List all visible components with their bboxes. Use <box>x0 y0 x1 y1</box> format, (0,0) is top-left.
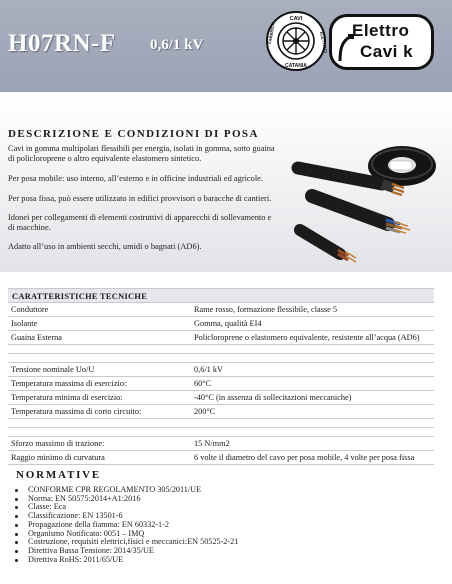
product-code: H07RN-F <box>8 30 116 57</box>
svg-text:CATANIA: CATANIA <box>285 63 307 69</box>
list-item: CONFORME CPR REGOLAMENTO 305/2011/UE <box>14 486 238 495</box>
tech-table-title: CARATTERISTICHE TECNICHE <box>8 288 434 303</box>
company-seal-logo <box>265 10 327 72</box>
table-row <box>8 331 434 345</box>
row-label: Temperatura massima di esercizio: <box>11 379 127 388</box>
row-label: Temperatura massima di corto circuito: <box>11 407 142 416</box>
list-item: Direttiva RoHS: 2011/65/UE <box>14 556 238 565</box>
table-row <box>8 451 434 465</box>
row-value: 60°C <box>194 379 212 388</box>
cable-product-image <box>290 138 440 266</box>
brand-logo <box>329 14 434 70</box>
row-value: Policloroprene o elastomero equivalente, resistente all’acqua (AD6) <box>194 333 420 342</box>
description-title: DESCRIZIONE E CONDIZIONI DI POSA <box>8 128 259 140</box>
row-value: -40°C (in assenza di sollecitazioni meccaniche) <box>194 393 352 402</box>
table-row <box>8 317 434 331</box>
table-row <box>8 437 434 451</box>
list-item: Classificazione: EN 13501-6 <box>14 512 238 521</box>
table-row <box>8 377 434 391</box>
table-row <box>8 405 434 419</box>
table-row <box>8 303 434 317</box>
row-value: 0,6/1 kV <box>194 365 224 374</box>
list-item: Propagazione della fiamma: EN 60332-1-2 <box>14 521 238 530</box>
normative-list <box>14 486 238 564</box>
table-spacer <box>8 354 434 363</box>
normative-title: NORMATIVE <box>16 469 102 481</box>
header-band <box>0 0 452 92</box>
product-voltage: 0,6/1 kV <box>150 37 204 53</box>
description-paragraph: Cavi in gomma multipolari flessibili per energia, isolati in gomma, sotto guaina di policloroprene o altro equivalente elastomero sintetico. <box>8 144 275 163</box>
row-value: Gomma, qualità EI4 <box>194 319 262 328</box>
technical-characteristics-table <box>8 288 434 465</box>
list-item: Costruzione, requisiti elettrici,fisici e meccanici:EN 50525-2-21 <box>14 538 238 547</box>
list-item: Classe: Eca <box>14 503 238 512</box>
row-label: Tensione nominale Uo/U <box>11 365 95 374</box>
row-value: 15 N/mm2 <box>194 439 230 448</box>
row-label: Temperatura minima di esercizio: <box>11 393 123 402</box>
description-paragraph: Idonei per collegamenti di elementi costruttivi di apparecchi di sollevamento e di macchine. <box>8 213 272 232</box>
list-item: Direttiva Bassa Tensione: 2014/35/UE <box>14 547 238 556</box>
row-label: Conduttore <box>11 305 49 314</box>
row-label: Raggio minimo di curvatura <box>11 453 105 462</box>
row-value: 6 volte il diametro del cavo per posa mobile, 4 volte per posa fissa <box>194 453 415 462</box>
description-paragraph: Adatto all’uso in ambienti secchi, umidi o bagnati (AD6). <box>8 242 202 251</box>
table-row <box>8 391 434 405</box>
row-label: Isolante <box>11 319 38 328</box>
table-spacer <box>8 345 434 354</box>
table-row <box>8 363 434 377</box>
table-spacer <box>8 419 434 428</box>
row-value: Rame rosso, formazione flessibile, classe 5 <box>194 305 338 314</box>
list-item: Organismo Notificato: 0051 – IMQ <box>14 530 238 539</box>
table-spacer <box>8 428 434 437</box>
brand-name-line2: Cavi k <box>360 42 414 61</box>
description-paragraph: Per posa fissa, può essere utilizzato in edifici provvisori o baracche di cantieri. <box>8 194 272 203</box>
brand-name-line1: Elettro <box>352 21 410 40</box>
list-item: Norma: EN 50575:2014+A1:2016 <box>14 495 238 504</box>
svg-text:ELETTRICI: ELETTRICI <box>319 31 329 54</box>
description-paragraph: Per posa mobile: uso interno, all’esterno e in officine industriali ed agricole. <box>8 174 263 183</box>
svg-text:CAVI: CAVI <box>289 16 303 22</box>
row-value: 200°C <box>194 407 216 416</box>
svg-text:FABBRICA: FABBRICA <box>267 21 276 45</box>
row-label: Sforzo massimo di trazione: <box>11 439 105 448</box>
row-label: Guaina Esterna <box>11 333 62 342</box>
